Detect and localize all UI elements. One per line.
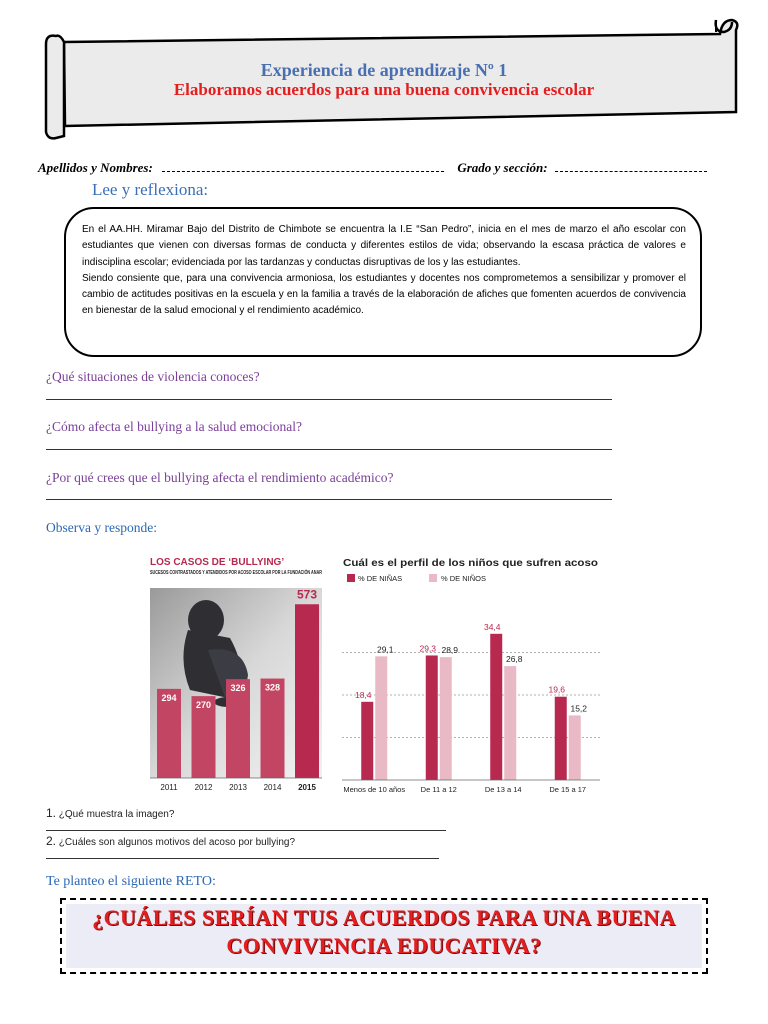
chart2-bar — [361, 702, 373, 780]
reto-line-2: CONVIVENCIA EDUCATIVA? — [226, 933, 542, 958]
chart2-title: Cuál es el perfil de los niños que sufren acoso — [343, 558, 598, 569]
observe-answer-line-1[interactable] — [46, 830, 446, 831]
chart2-bar — [375, 656, 387, 780]
chart1-tick-label: 2013 — [229, 783, 247, 792]
chart2-value-label: 18,4 — [354, 689, 372, 700]
legend-girls: % DE NIÑAS — [358, 574, 403, 583]
grade-field[interactable] — [555, 161, 707, 172]
chart1-tick-label: 2011 — [160, 783, 178, 792]
reading-heading: Lee y reflexiona: — [92, 180, 209, 199]
reading-paragraph-1: En el AA.HH. Miramar Bajo del Distrito de Chimbote se encuentra la I.E “San Pedro”, inicia en el mes de marzo el año escolar con estudiantes que vienen con diversas formas de conducta y diferentes estilos de vida; observando la escasa práctica de valores e indisciplina escolar; evidenciada por las tardanzas y conductas disruptivas de los y las estudiantes. — [82, 224, 686, 268]
observe-q2-number: 2. — [46, 834, 57, 848]
chart2-bar — [555, 697, 567, 780]
observe-q2-text: ¿Cuáles son algunos motivos del acoso por bullying? — [58, 837, 296, 848]
reto-label: Te planteo el siguiente RETO: — [46, 874, 216, 889]
question-3: ¿Por qué crees que el bullying afecta el rendimiento académico? — [46, 470, 394, 485]
chart2-tick-label: De 11 a 12 — [420, 785, 457, 794]
question-2: ¿Cómo afecta el bullying a la salud emocional? — [46, 419, 303, 434]
chart2-value-label: 34,4 — [483, 621, 501, 632]
question-1: ¿Qué situaciones de violencia conoces? — [46, 369, 260, 384]
chart2-value-label: 29,3 — [419, 643, 437, 654]
chart2-value-label: 26,8 — [505, 654, 523, 665]
chart1-tick-label: 2014 — [263, 783, 282, 792]
chart2-bar — [569, 715, 581, 780]
student-info-row — [38, 160, 707, 176]
legend-boys: % DE NIÑOS — [441, 574, 487, 583]
chart1-value-label: 270 — [195, 700, 212, 711]
observe-label: Observa y responde: — [46, 520, 157, 535]
answer-line-3[interactable] — [46, 499, 612, 500]
chart1-value-label: 326 — [230, 683, 246, 694]
chart1-value-label: 573 — [296, 587, 318, 602]
chart2-value-label: 19,6 — [548, 684, 566, 695]
chart1-value-label: 328 — [264, 682, 281, 693]
observe-question-2 — [46, 834, 295, 848]
name-field[interactable] — [162, 161, 444, 172]
chart1-tick-label: 2015 — [298, 783, 316, 792]
chart1-tick-label: 2012 — [194, 783, 213, 792]
reading-paragraph-2: Siendo consiente que, para una convivencia armoniosa, los estudiantes y docentes nos comprometemos a sensibilizar y promover el cambio de actitudes positivas en la escuela y en la familia a través de la elaboración de afiches que fomenten acuerdos de convivencia en bienestar de la salud emocional y el rendimiento académico. — [82, 272, 686, 317]
answer-line-1[interactable] — [46, 399, 612, 400]
chart2-bar — [490, 634, 502, 780]
chart2-value-label: 28,9 — [441, 645, 459, 656]
name-label: Apellidos y Nombres: — [38, 160, 153, 175]
legend-swatch-boys — [429, 574, 437, 582]
reto-question — [66, 904, 702, 960]
observe-question-1 — [46, 806, 174, 820]
chart1-subtitle: SUCESOS CONTRASTADOS Y ATENDIDOS POR ACOSO ESCOLAR POR LA FUNDACIÓN ANAR — [150, 570, 386, 576]
chart2-bar — [440, 657, 452, 780]
chart1-bar-2014 — [261, 679, 285, 778]
chart2-value-label: 29,1 — [376, 644, 394, 655]
observe-q1-number: 1. — [46, 806, 57, 820]
chart1-title: LOS CASOS DE ‘BULLYING’ — [150, 557, 285, 568]
grade-label: Grado y sección: — [457, 160, 548, 175]
chart1-bar-2013 — [226, 679, 250, 778]
chart1-value-label: 294 — [161, 692, 177, 703]
reading-text — [82, 222, 686, 320]
chart1-bar-2015 — [295, 604, 319, 778]
chart2-bar — [504, 666, 516, 780]
bullying-charts-image — [148, 550, 608, 798]
activity-title: Elaboramos acuerdos para una buena convivencia escolar — [173, 80, 595, 99]
chart2-tick-label: Menos de 10 años — [343, 785, 406, 794]
observe-q1-text: ¿Qué muestra la imagen? — [58, 809, 175, 820]
reto-line-1: ¿CUÁLES SERÍAN TUS ACUERDOS PARA UNA BUENA — [92, 905, 676, 930]
chart2-bar — [426, 655, 438, 780]
observe-answer-line-2[interactable] — [46, 858, 439, 859]
legend-swatch-girls — [347, 574, 355, 582]
chart2-tick-label: De 15 a 17 — [549, 785, 587, 794]
experience-title: Experiencia de aprendizaje Nº 1 — [260, 60, 508, 80]
answer-line-2[interactable] — [46, 449, 612, 450]
chart2-value-label: 15,2 — [570, 703, 588, 714]
chart2-tick-label: De 13 a 14 — [484, 785, 522, 794]
